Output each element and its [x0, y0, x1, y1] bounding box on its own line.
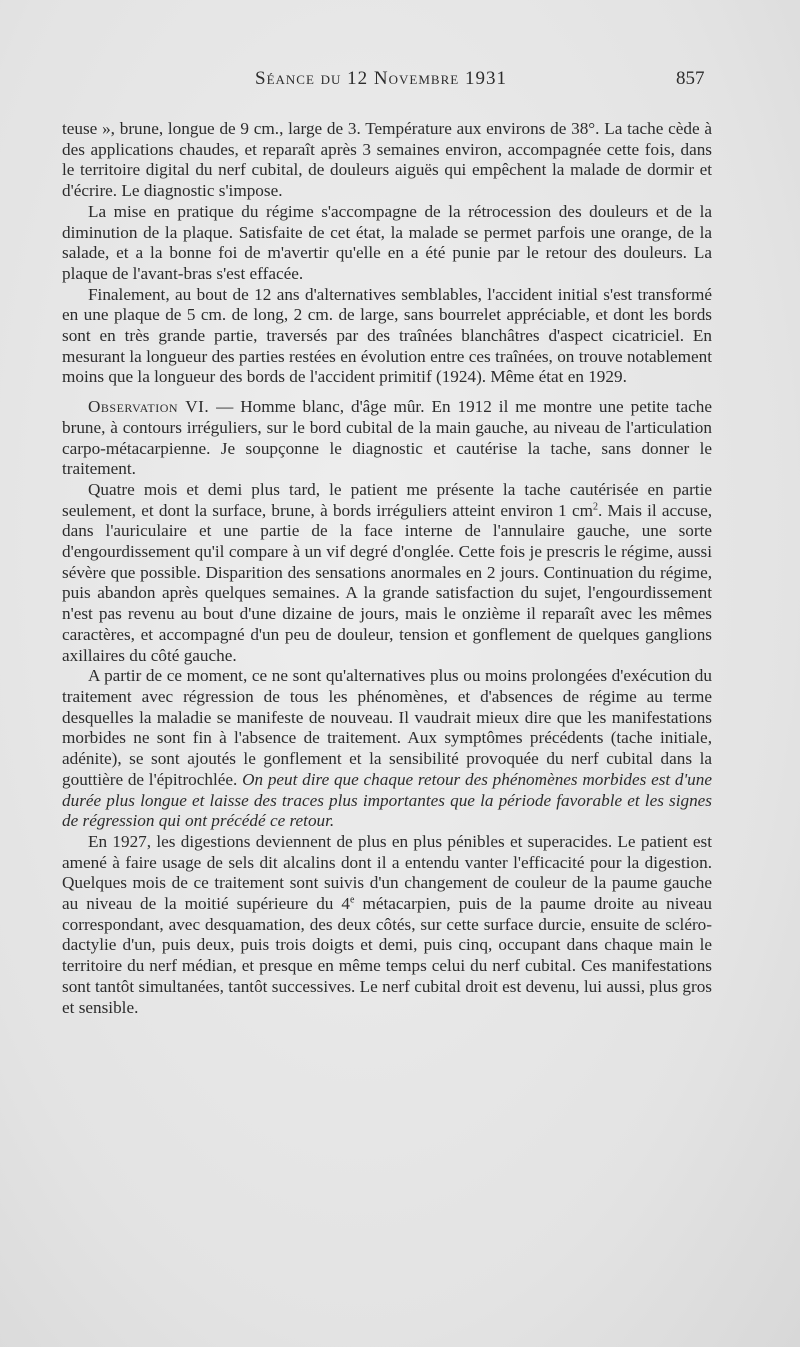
- italic-conclusion: On peut dire que chaque retour des phénomènes morbides est d'une durée plus longue et laisse des traces plus importantes que la période favorable et les signes de régression qui ont précédé ce retour.: [62, 769, 712, 831]
- paragraph-a-partir: [62, 666, 712, 832]
- superscript: 2: [592, 500, 598, 512]
- observation-paragraph: [62, 397, 712, 480]
- page-number: 857: [676, 68, 705, 89]
- paragraph-regime: La mise en pratique du régime s'accompagne de la rétrocession des douleurs et de la diminution de la plaque. Satisfaite de cet état, la malade se permet parfois une orange, de la salade, et a la bonne foi de m'avertir qu'elle en a été punie par le retour des douleurs. La plaque de l'avant-bras s'est effacée.: [62, 201, 712, 283]
- paragraph-finalement: Finalement, au bout de 12 ans d'alternatives semblables, l'accident initial s'est transformé en une plaque de 5 cm. de long, 2 cm. de large, sans bourrelet appréciable, et dont les bords sont en très grande partie, traversés par des traînées blanchâtres d'aspect cicatriciel. En mesurant la longueur des parties restées en évolution entre ces traînées, on trouve notablement moins que la longueur des bords de l'accident primitif (1924). Même état en 1929.: [62, 284, 712, 387]
- running-title: Séance du 12 Novembre 1931: [255, 68, 507, 89]
- body-text: [62, 119, 712, 1018]
- superscript: e: [349, 894, 355, 906]
- observation-heading: Observation VI.: [88, 397, 210, 417]
- page-header: [0, 68, 800, 94]
- paragraph-text: métacarpien, puis de la paume droite au niveau correspondant, avec desquamation, des deux côtés, sur cette surface durcie, ensuite de scléro-dactylie d'un, puis deux, puis trois doigts et demi, puis cinq, occupant dans chaque main le territoire du nerf médian, et presque en même temps celui du nerf cubital. Ces manifestations sont tantôt simultanées, tantôt successives. Le nerf cubital droit est devenu, lui aussi, plus gros et sensible.: [62, 894, 712, 1017]
- paragraph-continuation: teuse », brune, longue de 9 cm., large de 3. Température aux environs de 38°. La tache cède à des applications chaudes, et reparaît après 3 semaines environ, accompagnée cette fois, dans le territoire digital du nerf cubital, de douleurs aiguës qui empêchent la malade de dormir et d'écrire. Le diagnostic s'impose.: [62, 119, 712, 201]
- observation-text: — Homme blanc, d'âge mûr. En 1912 il me montre une petite tache brune, à contours irréguliers, sur le bord cubital de la main gauche, au niveau de l'articulation carpo-métacarpienne. Je soupçonne le diagnostic et cautérise la tache, sans donner le traitement.: [62, 397, 712, 479]
- paragraph-text: Quatre mois et demi plus tard, le patient me présente la tache cautérisée en partie seulement, et dont la surface, brune, à bords irréguliers atteint environ 1 cm: [62, 479, 712, 520]
- paragraph-1927: [62, 832, 712, 1018]
- paragraph-text: En 1927, les digestions deviennent de plus en plus pénibles et superacides. Le patient est amené à faire usage de sels dit alcalins dont il a entendu vanter l'efficacité pour la digestion. Quelques mois de ce traitement sont suivis d'un changement de couleur de la paume gauche au niveau de la moitié supérieure du 4: [62, 831, 712, 914]
- paragraph-quatre-mois: [62, 480, 712, 666]
- paragraph-text: . Mais il accuse, dans l'auriculaire et une partie de la face interne de l'annulaire gauche, une sorte d'engourdissement qu'il compare à un vif degré d'onglée. Cette fois je prescris le régime, aussi sévère que possible. Disparition des sensations anormales en 2 jours. Continuation du régime, puis abandon après quelques semaines. A la grande satisfaction du sujet, l'engourdissement n'est pas revenu au bout d'une dizaine de jours, mais le onzième il reparaît avec les mêmes caractères, et accompagné d'un peu de douleur, tension et gonflement de quelques ganglions axillaires du côté gauche.: [62, 500, 712, 665]
- paragraph-text: A partir de ce moment, ce ne sont qu'alternatives plus ou moins prolongées d'exécution du traitement avec régression de tous les phénomènes, et d'absences de régime au terme desquelles la maladie se manifeste de nouveau. Il vaudrait mieux dire que les manifestations morbides ne sont fin à l'absence de traitement. Aux symptômes précédents (tache initiale, adénite), se sont ajoutés le gonflement et la sensibilité provoquée du nerf cubital dans la gouttière de l'épitrochlée.: [62, 666, 712, 789]
